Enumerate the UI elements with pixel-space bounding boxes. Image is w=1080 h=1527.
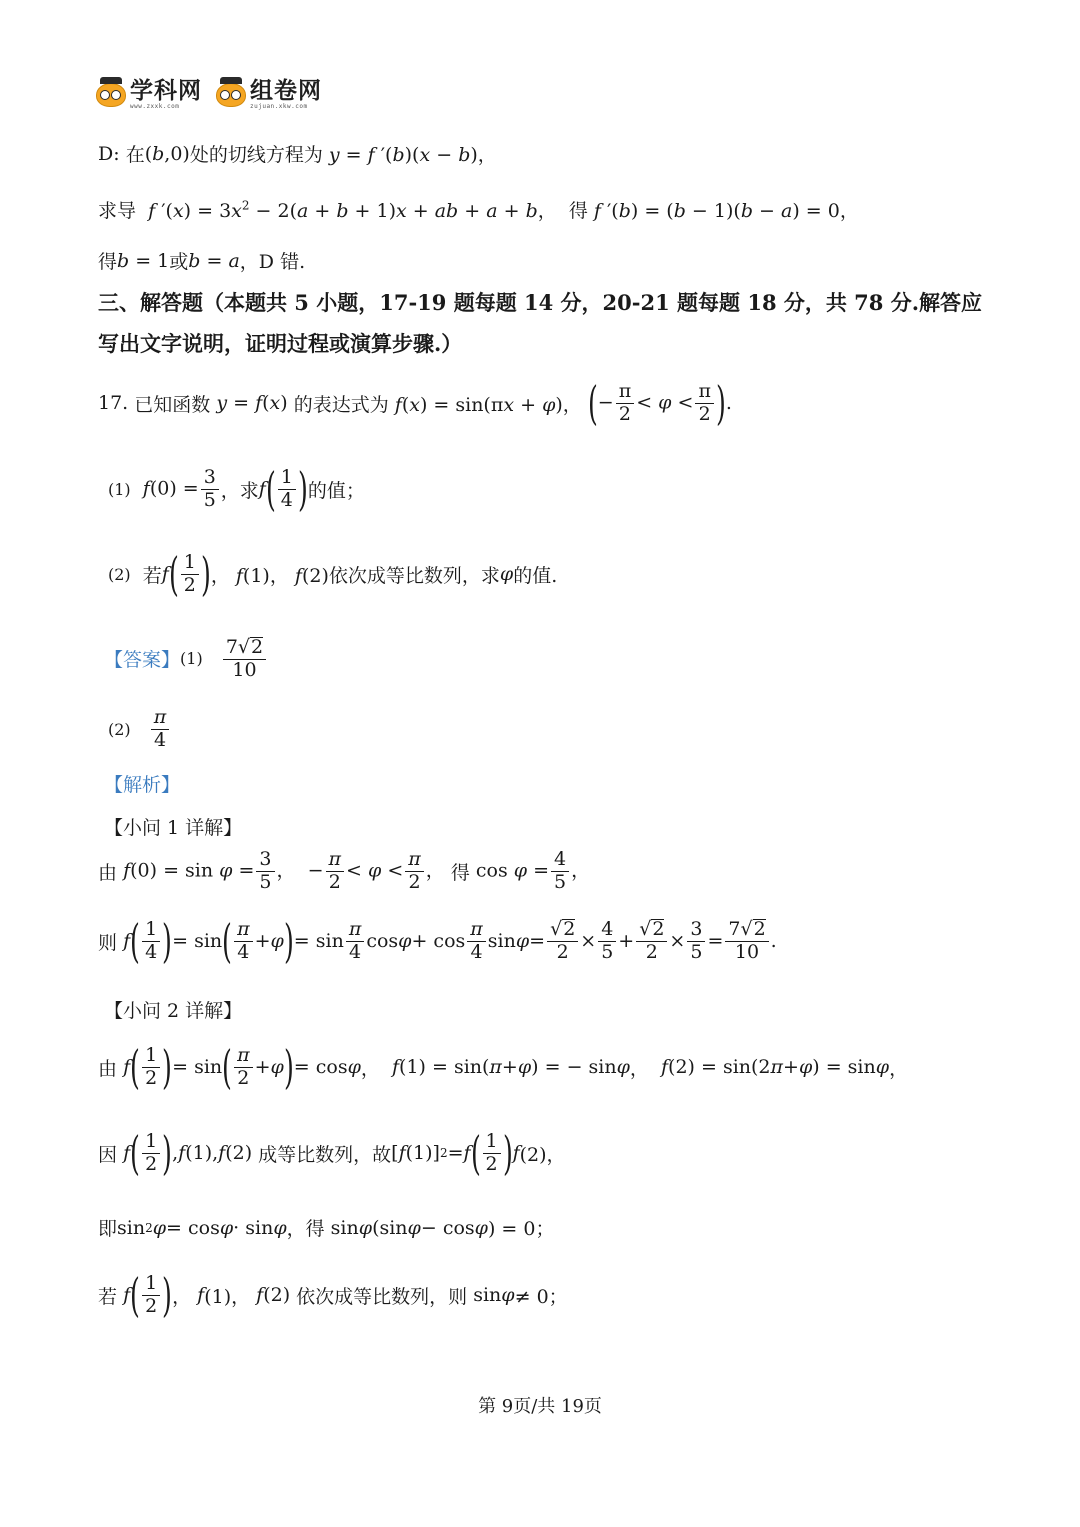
zxxk-logo-name: 学科网 xyxy=(130,78,202,104)
derivative-line xyxy=(98,196,859,223)
text: ，得 xyxy=(286,1218,325,1240)
sub2-detail-tag: 【小问 2 详解】 xyxy=(104,1000,243,1022)
answer-line-2: (2) $\frac{\pi}{4}$ xyxy=(108,708,171,751)
text: 成等比数列，故 xyxy=(258,1143,392,1166)
zujuan-logo-url: zujuan.xkw.com xyxy=(250,103,308,110)
result-line xyxy=(98,247,305,274)
zxxk-logo xyxy=(96,80,202,110)
text: ，D 错. xyxy=(239,251,306,273)
zujuan-logo-name: 组卷网 xyxy=(250,78,322,104)
solution-1-line-2: 则 f ( $\frac{1}{4}$ ) = sin ( $\frac{\pi}{4}$ + φ ) = sin $\frac{\pi}{4}$ cos φ + cos $\frac{\pi}{4}$ sin φ = $\frac{√2}{2}$ × $\frac{4}{5}$ + $\frac{√2}{2}$ × $\frac{3}{5}$ = $\frac{7√2}{10}$ . xyxy=(98,914,777,968)
text: 则 xyxy=(98,931,118,954)
sub1-detail-tag: 【小问 1 详解】 xyxy=(104,817,243,839)
text: 在 xyxy=(125,144,145,166)
text: 依次成等比数列，则 xyxy=(296,1285,468,1308)
sub-question-1: (1) f(0) = $\frac{3}{5}$ ，求 f ( $\frac{1}{4}$ ) 的值； xyxy=(108,462,365,516)
text: 的值； xyxy=(307,479,365,502)
math: − $\frac{\pi}{2}$ < φ < $\frac{\pi}{2}$ xyxy=(598,382,716,425)
math: f(0) = sin φ = $\frac{3}{5}$ ， − $\frac{\pi}{2}$ < φ < $\frac{\pi}{2}$ ， xyxy=(123,848,451,893)
math: f(x) = sin(πx + φ)， xyxy=(394,393,588,416)
solution-2-line-3: 即 sin 2 φ = cos φ · sin φ ，得 sin φ (sin φ − cos φ ) = 0； xyxy=(98,1214,554,1241)
section-title: 三、解答题（本题共 5 小题，17-19 题每题 14 分，20-21 题每题 18 分，共 78 分.解答应写出文字说明，证明过程或演算步骤.） xyxy=(98,290,983,356)
answer-label: (2) xyxy=(108,719,131,739)
answer-label: (1) xyxy=(180,649,203,669)
page-footer: 第 9页/共 19页 xyxy=(478,1396,602,1417)
text: 得 xyxy=(450,861,470,884)
text: 的值. xyxy=(513,564,558,587)
solution-2-line-2: 因 f ( $\frac{1}{2}$ ) , f (1), f (2) 成等比数列，故 [ f (1)] 2 = f ( $\frac{1}{2}$ ) f (2)， xyxy=(98,1126,566,1180)
solution-2-line-4: 若 f ( $\frac{1}{2}$ ) ， f (1)， f (2) 依次成等比数列，则 sin φ ≠ 0； xyxy=(98,1268,568,1322)
owl-icon xyxy=(96,83,126,107)
option-d-label: D: xyxy=(98,142,120,165)
text: 若 xyxy=(142,564,162,587)
math: f(0) = $\frac{3}{5}$ xyxy=(143,468,221,511)
text: 的表达式为 xyxy=(293,393,389,416)
sub-question-2: (2) 若 f ( $\frac{1}{2}$ ) ， f(1)， f(2) 依次成等比数列，求 φ 的值. xyxy=(108,547,558,601)
solution-2-line-1: 由 f ( $\frac{1}{2}$ ) = sin ( $\frac{\pi}{2}$ + φ ) = cos φ ， f (1) = sin( π + φ ) = − sin φ ， f (2) = sin(2 π + φ ) = sin φ ， xyxy=(98,1040,909,1094)
text: 由 xyxy=(98,861,118,884)
math: f $'(x) = 3x^2 - 2(a + b + 1)x$ + ab + a + b， xyxy=(148,198,569,222)
question-number: 17. xyxy=(98,392,129,414)
owl-icon xyxy=(216,83,246,107)
sub-question-label: (1) xyxy=(108,479,131,499)
text: 若 xyxy=(98,1285,118,1308)
math: b = a xyxy=(188,249,240,272)
text: 得 xyxy=(568,200,588,222)
sub-question-label: (2) xyxy=(108,564,131,584)
text: 或 xyxy=(169,251,189,273)
analysis-tag: 【解析】 xyxy=(104,774,181,796)
text: 已知函数 xyxy=(134,393,211,416)
zujuan-logo xyxy=(216,80,322,110)
text: 求导 xyxy=(98,200,137,222)
math: b = 1 xyxy=(117,249,170,272)
solution-1-line-1 xyxy=(98,850,590,893)
text: 依次成等比数列，求 xyxy=(328,564,500,587)
text: 得 xyxy=(98,251,118,273)
math: y = f(x) xyxy=(216,392,294,414)
zxxk-logo-url: www.zxxk.com xyxy=(130,103,180,110)
header-logos xyxy=(96,80,322,110)
text: ，求 xyxy=(220,479,259,502)
text: 处的切线方程为 xyxy=(189,144,323,166)
math: (b,0) xyxy=(144,142,190,165)
option-d-line xyxy=(98,140,497,167)
text: 即 xyxy=(98,1218,118,1240)
math: f(1)， f(2) xyxy=(235,564,329,587)
text: 由 xyxy=(98,1057,118,1080)
answer-tag: 【答案】 xyxy=(104,649,181,672)
answer-line-1: 【答案】 (1) $\frac{7√2}{10}$ xyxy=(104,637,268,681)
math: y = f ′(b)(x − b)， xyxy=(328,144,497,166)
question-17: 17. 已知函数 y = f(x) 的表达式为 f(x) = sin(πx + φ)， ( − $\frac{\pi}{2}$ < φ < $\frac{\pi}{2}$ ) . xyxy=(98,376,732,430)
math: f ′(b) = (b − 1)(b − a) = 0， xyxy=(593,200,859,222)
math: cos φ = $\frac{4}{5}$ ， xyxy=(469,848,591,893)
text: 因 xyxy=(98,1143,118,1166)
